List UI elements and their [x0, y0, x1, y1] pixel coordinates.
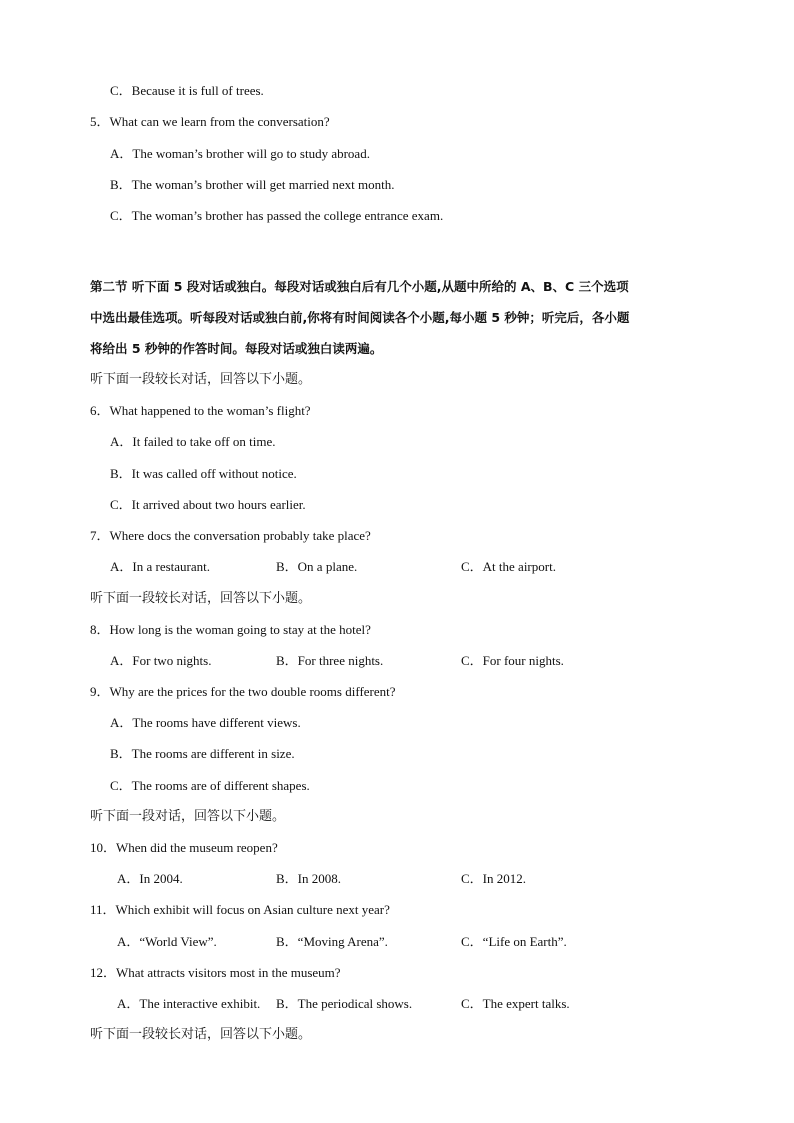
- question-8: 8．How long is the woman going to stay at the hotel?: [90, 622, 371, 637]
- question-6: 6．What happened to the woman’s flight?: [90, 403, 311, 418]
- question-7-option-b: B．On a plane.: [276, 559, 358, 574]
- question-9-option-a: A．The rooms have different views.: [110, 715, 301, 730]
- question-12-option-a: A．The interactive exhibit.: [117, 996, 261, 1011]
- question-5-option-c: C．The woman’s brother has passed the college entrance exam.: [110, 208, 444, 223]
- question-9-option-c: C．The rooms are of different shapes.: [110, 778, 310, 793]
- instruction-2: 听下面一段较长对话，回答以下小题。: [90, 591, 312, 606]
- question-8-option-a: A．For two nights.: [110, 653, 212, 668]
- question-11-option-c: C．“Life on Earth”.: [461, 934, 567, 949]
- question-11-option-a: A．“World View”.: [117, 934, 217, 949]
- question-8-option-c: C．For four nights.: [461, 653, 564, 668]
- question-6-option-c: C．It arrived about two hours earlier.: [110, 497, 306, 512]
- question-11: 11．Which exhibit will focus on Asian culture next year?: [90, 902, 390, 917]
- question-12-option-b: B．The periodical shows.: [276, 996, 413, 1011]
- question-7-option-a: A．In a restaurant.: [110, 559, 210, 574]
- question-9-option-b: B．The rooms are different in size.: [110, 746, 295, 761]
- instruction-1: 听下面一段较长对话，回答以下小题。: [90, 372, 312, 387]
- question-7-option-c: C．At the airport.: [461, 559, 556, 574]
- question-5-option-a: A．The woman’s brother will go to study abroad.: [110, 146, 370, 161]
- question-12: 12．What attracts visitors most in the museum?: [90, 965, 341, 980]
- instruction-3: 听下面一段对话，回答以下小题。: [90, 809, 286, 824]
- question-6-option-a: A．It failed to take off on time.: [110, 434, 276, 449]
- section-2-line-2: 中选出最佳选项。听每段对话或独白前,你将有时间阅读各个小题,每小题 5 秒钟；听完后，各小题: [90, 310, 630, 325]
- instruction-4: 听下面一段较长对话，回答以下小题。: [90, 1027, 312, 1042]
- question-10: 10．When did the museum reopen?: [90, 840, 278, 855]
- question-10-option-b: B．In 2008.: [276, 871, 342, 886]
- section-2-line-3: 将给出 5 秒钟的作答时间。每段对话或独白读两遍。: [90, 341, 383, 356]
- question-9: 9．Why are the prices for the two double rooms different?: [90, 684, 396, 699]
- question-5: 5．What can we learn from the conversation?: [90, 114, 330, 129]
- question-8-option-b: B．For three nights.: [276, 653, 384, 668]
- question-10-option-a: A．In 2004.: [117, 871, 183, 886]
- section-2-line-1: 第二节 听下面 5 段对话或独白。每段对话或独白后有几个小题,从题中所给的 A、B、C 三个选项: [90, 279, 629, 294]
- question-4-option-c: C．Because it is full of trees.: [110, 83, 264, 98]
- question-6-option-b: B．It was called off without notice.: [110, 466, 297, 481]
- question-11-option-b: B．“Moving Arena”.: [276, 934, 388, 949]
- question-5-option-b: B．The woman’s brother will get married next month.: [110, 177, 395, 192]
- question-7: 7．Where docs the conversation probably take place?: [90, 528, 371, 543]
- question-12-option-c: C．The expert talks.: [461, 996, 570, 1011]
- question-10-option-c: C．In 2012.: [461, 871, 527, 886]
